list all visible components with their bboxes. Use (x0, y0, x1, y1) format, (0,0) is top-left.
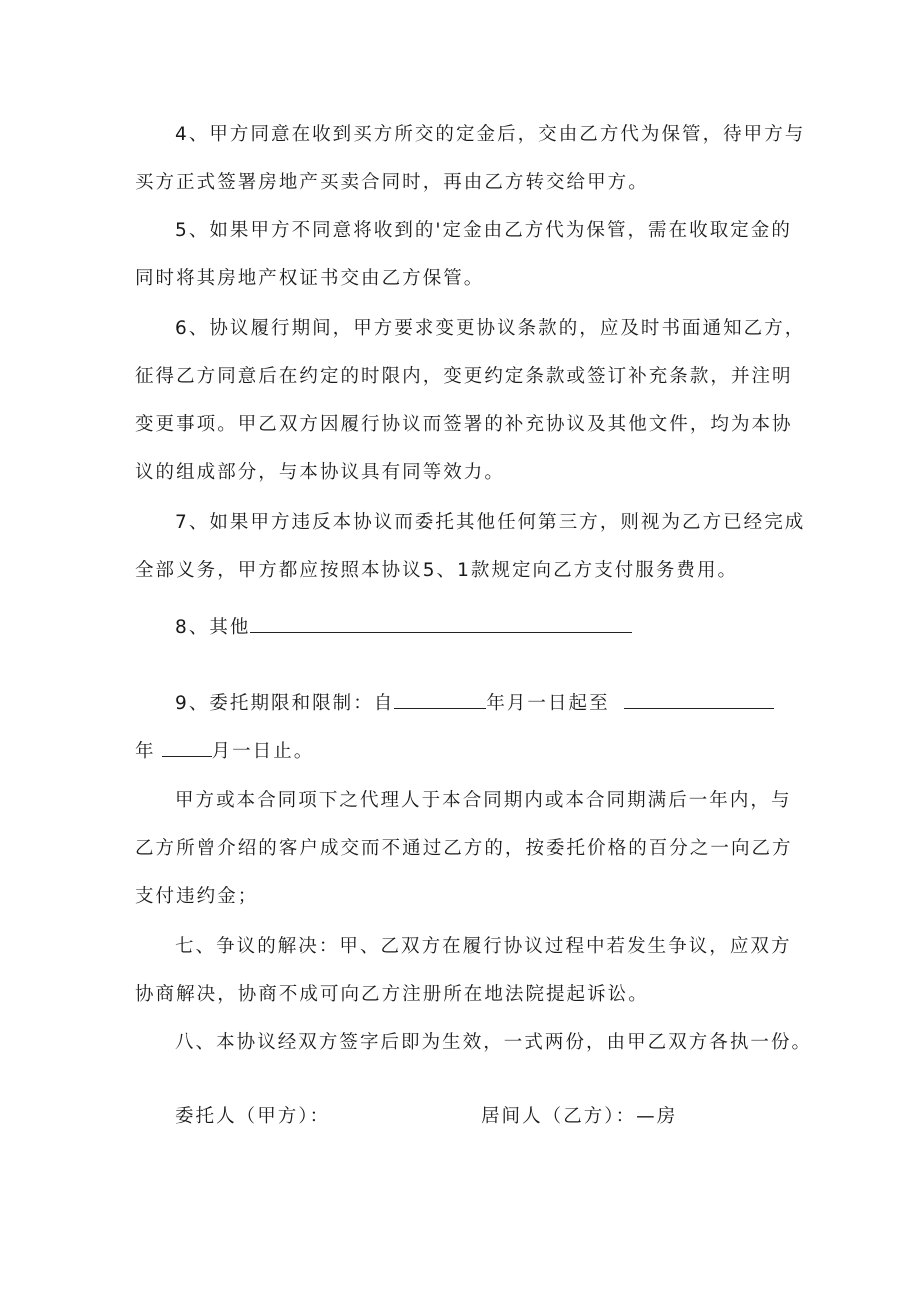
clause-5-line-1: 5、如果甲方不同意将收到的'定金由乙方代为保管，需在收取定金的 (175, 220, 792, 241)
clause-6-line-1: 6、协议履行期间，甲方要求变更协议条款的，应及时书面通知乙方， (175, 318, 806, 339)
clause-4-line-2: 买方正式签署房地产买卖合同时，再由乙方转交给甲方。 (135, 172, 649, 193)
penalty-line-1: 甲方或本合同项下之代理人于本合同期内或本合同期满后一年内，与 (175, 790, 792, 811)
intermediary-signature-label: 居间人（乙方）：—房 (481, 1106, 678, 1127)
clause-4-line-1: 4、甲方同意在收到买方所交的定金后，交由乙方代为保管，待甲方与 (175, 124, 806, 145)
clause-7-line-2: 全部义务，甲方都应按照本协议5、1款规定向乙方支付服务费用。 (135, 560, 739, 581)
clause-6-line-2: 征得乙方同意后在约定的时限内，变更约定条款或签订补充条款，并注明 (135, 366, 793, 387)
end-year-label: 年 (135, 741, 156, 762)
principal-signature-label: 委托人（甲方）： (175, 1106, 331, 1127)
clause-6-line-3: 变更事项。甲乙双方因履行协议而签署的补充协议及其他文件，均为本协 (135, 414, 793, 435)
clause-6-line-4: 议的组成部分，与本协议具有同等效力。 (135, 462, 505, 483)
end-date-blank (624, 690, 774, 709)
end-label: 月一日止。 (211, 741, 315, 762)
end-month-blank (162, 738, 212, 757)
effectiveness-line: 八、本协议经双方签字后即为生效，一式两份，由甲乙双方各执一份。 (175, 1032, 813, 1053)
clause-5-line-2: 同时将其房地产权证书交由乙方保管。 (135, 268, 485, 289)
penalty-line-3: 支付违约金； (135, 886, 259, 907)
clause-7-line-1: 7、如果甲方违反本协议而委托其他任何第三方，则视为乙方已经完成 (175, 512, 806, 533)
clause-9-line-1 (0, 690, 920, 717)
clause-9-line-2 (0, 738, 920, 765)
penalty-line-2: 乙方所曾介绍的客户成交而不通过乙方的，按委托价格的百分之一向乙方 (135, 838, 793, 859)
term-to-label: 年月一日起至 (486, 693, 610, 714)
dispute-line-2: 协商解决，协商不成可向乙方注册所在地法院提起诉讼。 (135, 984, 649, 1005)
dispute-line-1: 七、争议的解决：甲、乙双方在履行协议过程中若发生争议，应双方 (175, 936, 792, 957)
clause-8-label: 8、其他 (175, 617, 251, 638)
other-terms-blank (250, 614, 632, 633)
start-year-blank (394, 690, 486, 709)
term-from-label: 9、委托期限和限制：自 (175, 693, 395, 714)
clause-8 (0, 614, 920, 641)
